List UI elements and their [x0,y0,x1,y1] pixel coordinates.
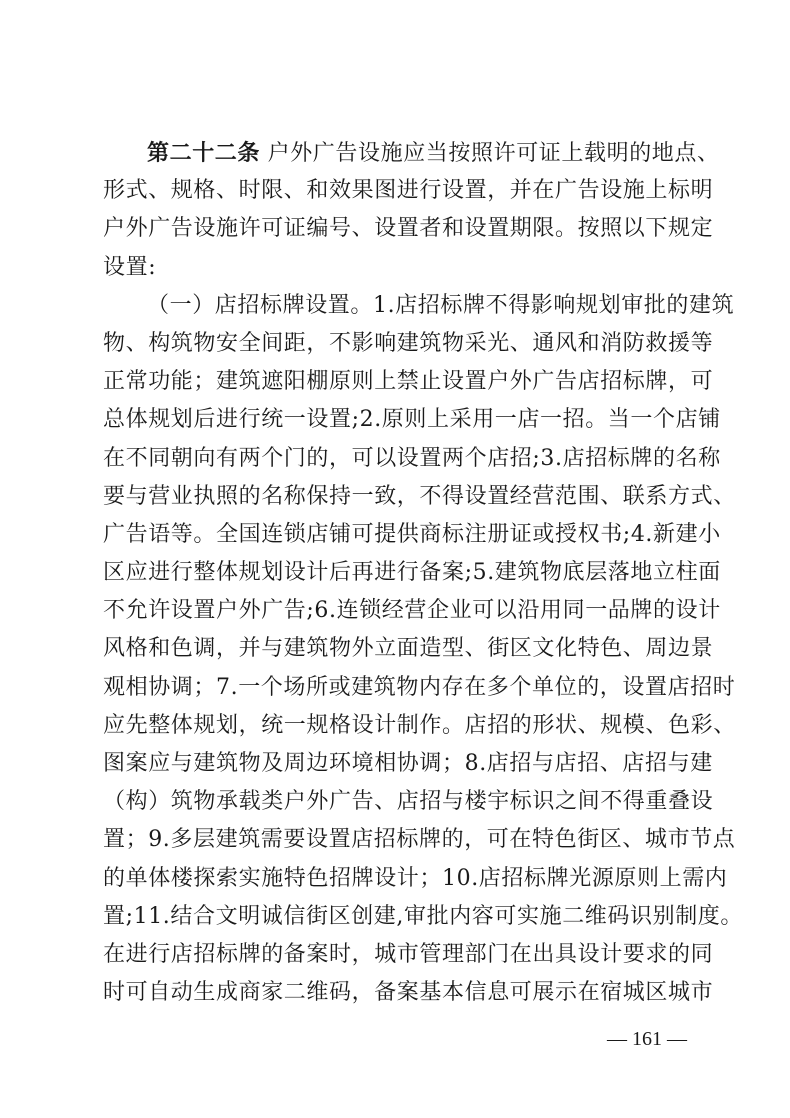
paragraph-start-line: （一）店招标牌设置。1.店招标牌不得影响规划审批的建筑 [147,292,735,318]
text-line: （构）筑物承载类户外广告、店招与楼宇标识之间不得重叠设 [103,789,714,815]
text-line: 总体规划后进行统一设置;2.原则上采用一店一招。当一个店铺 [103,407,721,433]
text-line: 要与营业执照的名称保持一致，不得设置经营范围、联系方式、 [103,483,736,509]
text-line: 设置: [103,254,157,280]
article-body [103,134,743,1012]
article-heading: 第二十二条 [147,140,261,166]
text-line: 置;11.结合文明诚信街区创建,审批内容可实施二维码识别制度。 [103,903,743,929]
text-line: 时可自动生成商家二维码，备案基本信息可展示在宿城区城市 [103,980,714,1006]
text-line: 区应进行整体规划设计后再进行备案;5.建筑物底层落地立柱面 [103,560,721,586]
text-line: 物、构筑物安全间距，不影响建筑物采光、通风和消防救援等 [103,330,714,356]
text-line: 不允许设置户外广告;6.连锁经营企业可以沿用同一品牌的设计 [103,598,721,624]
text-line: 在进行店招标牌的备案时，城市管理部门在出具设计要求的同 [103,941,714,967]
text-line: 广告语等。全国连锁店铺可提供商标注册证或授权书;4.新建小 [103,521,721,547]
text-line: 在不同朝向有两个门的，可以设置两个店招;3.店招标牌的名称 [103,445,721,471]
text-line: 图案应与建筑物及周边环境相协调；8.店招与店招、店招与建 [103,751,713,776]
page-number: — 161 — [607,1028,687,1050]
text-line: 应先整体规划，统一规格设计制作。店招的形状、规模、色彩、 [103,712,736,738]
article-first-line [103,134,720,172]
text-line: 置；9.多层建筑需要设置店招标牌的，可在特色街区、城市节点 [103,827,736,853]
text-line: 形式、规格、时限、和效果图进行设置，并在广告设施上标明 [103,178,714,204]
text-line: 的单体楼探索实施特色招牌设计；10.店招标牌光源原则上需内 [103,865,728,891]
text-line: 观相协调；7.一个场所或建筑物内存在多个单位的，设置店招时 [103,674,736,700]
text-line: 风格和色调，并与建筑物外立面造型、街区文化特色、周边景 [103,636,714,662]
text-line: 户外广告设施许可证编号、设置者和设置期限。按照以下规定 [103,216,714,242]
article-first-line-text: 户外广告设施应当按照许可证上载明的地点、 [267,141,720,166]
text-line: 正常功能；建筑遮阳棚原则上禁止设置户外广告店招标牌，可 [103,369,714,395]
